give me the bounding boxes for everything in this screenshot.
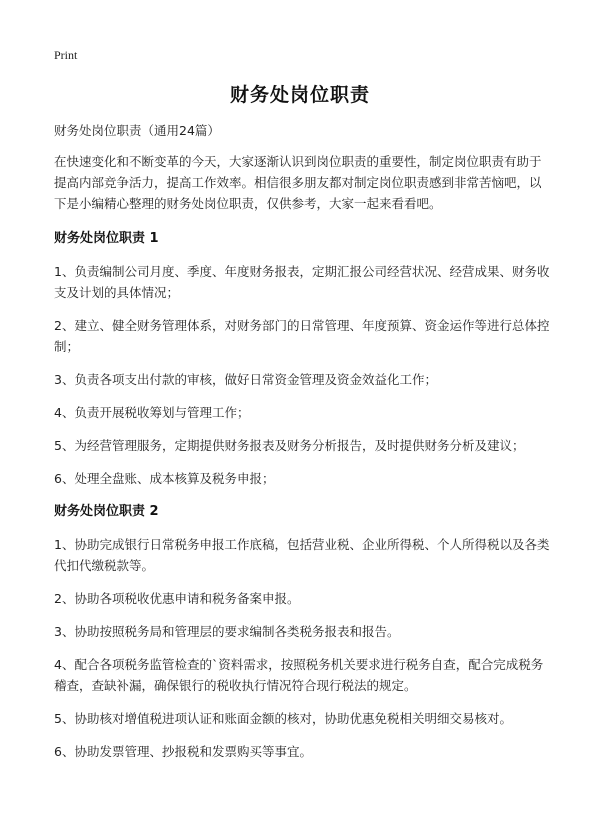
print-label: Print	[54, 48, 78, 62]
section-heading-2: 财务处岗位职责 2	[54, 504, 159, 519]
page-title: 财务处岗位职责	[229, 84, 370, 106]
section-2-item-2: 2、协助各项税收优惠申请和税务备案申报。	[54, 591, 300, 606]
section-2-item-1: 1、协助完成银行日常税务申报工作底稿，包括营业税、企业所得税、个人所得税以及各类代扣代缴税款等。	[54, 537, 550, 573]
document-subtitle: 财务处岗位职责（通用24篇）	[54, 123, 220, 138]
section-1-item-3: 3、负责各项支出付款的审核，做好日常资金管理及资金效益化工作；	[54, 372, 437, 387]
section-1-item-5: 5、为经营管理服务，定期提供财务报表及财务分析报告，及时提供财务分析及建议；	[54, 438, 525, 453]
section-1-item-6: 6、处理全盘账、成本核算及税务申报；	[54, 471, 275, 486]
document-body	[54, 120, 550, 774]
section-2-item-3: 3、协助按照税务局和管理层的要求编制各类税务报表和报告。	[54, 624, 400, 639]
section-1-item-1: 1、负责编制公司月度、季度、年度财务报表，定期汇报公司经营状况、经营成果、财务收支及计划的具体情况；	[54, 264, 550, 300]
section-heading-1: 财务处岗位职责 1	[54, 231, 159, 246]
section-2-item-6: 6、协助发票管理、抄报税和发票购买等事宜。	[54, 744, 312, 759]
intro-paragraph: 在快速变化和不断变革的今天，大家逐渐认识到岗位职责的重要性，制定岗位职责有助于提高内部竞争活力，提高工作效率。相信很多朋友都对制定岗位职责感到非常苦恼吧，以下是小编精心整理的财务处岗位职责，仅供参考，大家一起来看看吧。	[54, 154, 542, 211]
section-1-item-4: 4、负责开展税收筹划与管理工作；	[54, 405, 250, 420]
section-2-item-5: 5、协助核对增值税进项认证和账面金额的核对，协助优惠免税相关明细交易核对。	[54, 711, 512, 726]
section-2-item-4: 4、配合各项税务监管检查的`资料需求，按照税务机关要求进行税务自查，配合完成税务稽查，查缺补漏，确保银行的税收执行情况符合现行税法的规定。	[54, 657, 544, 693]
section-1-item-2: 2、建立、健全财务管理体系，对财务部门的日常管理、年度预算、资金运作等进行总体控制；	[54, 318, 550, 354]
